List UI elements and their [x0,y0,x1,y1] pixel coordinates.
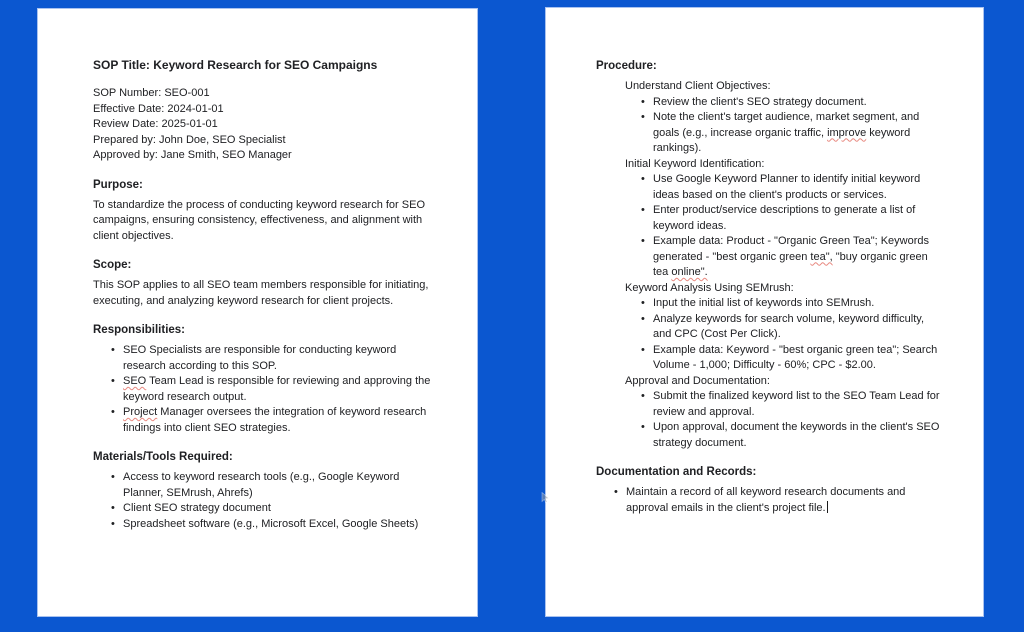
mouse-cursor-icon [541,491,551,509]
spellcheck-flagged-word: SEO [123,375,147,387]
document-meta [93,86,433,164]
meta-line: Review Date: 2025-01-01 [93,118,218,130]
text-run: "buy organic green tea [653,250,928,278]
text-run: Example data: Product - "Organic Green Tea"; Keywords generated - "best organic green [653,235,930,263]
bullet-item [110,517,433,533]
document-page-2[interactable] [545,7,984,617]
bullet-item [640,343,945,374]
spellcheck-flagged-word: online". [671,266,708,278]
body-paragraph: To standardize the process of conducting keyword research for SEO campaigns, ensuring consistency, effectiveness, and alignment with client objectives. [93,198,426,242]
text-run: Client SEO strategy document [123,502,271,514]
spellcheck-flagged-word: improve [827,126,867,139]
section-heading: Documentation and Records: [596,466,757,478]
meta-line: Approved by: Jane Smith, SEO Manager [93,149,292,161]
bullet-item [640,389,945,420]
procedure-step-label: Keyword Analysis Using SEMrush: [625,281,794,294]
meta-line: Effective Date: 2024-01-01 [93,102,224,115]
procedure-step-label: Approval and Documentation: [625,374,770,387]
bullet-item [640,110,945,157]
text-run: Enter product/service descriptions to generate a list of keyword ideas. [653,204,916,232]
section-heading: Responsibilities: [93,324,186,336]
bullet-item [613,485,945,516]
section-heading: Scope: [93,259,132,271]
page-1-content[interactable] [38,9,477,532]
bullet-list [640,296,945,374]
bullet-item [640,172,945,203]
meta-line: Prepared by: John Doe, SEO Specialist [93,133,286,146]
bullet-item [110,501,433,517]
procedure-step-label: Understand Client Objectives: [625,80,771,92]
bullet-item [640,312,945,343]
bullet-item [640,296,945,312]
text-run: Example data: Keyword - "best organic green tea"; Search Volume - 1,000; Difficulty - 60%; CPC - $2.00. [653,343,938,371]
text-run: Review the client's SEO strategy document. [653,95,867,108]
bullet-item [110,374,433,405]
spellcheck-flagged-word: tea", [810,250,833,263]
text-run: Spreadsheet software (e.g., Microsoft Excel, Google Sheets) [123,517,419,530]
bullet-item [110,343,433,374]
bullet-list [640,172,945,281]
text-run: Analyze keywords for search volume, keyword difficulty, and CPC (Cost Per Click). [653,312,925,340]
bullet-list [640,95,945,157]
section-heading: Materials/Tools Required: [93,451,233,463]
text-run: SEO Specialists are responsible for conducting keyword research according to this SOP. [123,344,397,372]
page-2-content[interactable] [546,8,983,516]
text-run: Note the client's target audience, market segment, and goals (e.g., increase organic traffic, [653,111,920,139]
bullet-item [640,203,945,234]
procedure-step-label: Initial Keyword Identification: [625,157,765,170]
text-run: Input the initial list of keywords into SEMrush. [653,297,875,309]
bullet-list [110,470,433,532]
bullet-item [110,405,433,436]
bullet-item [640,95,945,111]
bullet-list [640,389,945,451]
bullet-item [640,234,945,281]
bullet-item [110,470,433,501]
spellcheck-flagged-word: Project [123,406,158,418]
text-run: Use Google Keyword Planner to identify initial keyword ideas based on the client's products or services. [653,173,921,201]
section-heading: Procedure: [596,60,657,72]
section-heading: Purpose: [93,178,143,191]
text-run: Submit the finalized keyword list to the SEO Team Lead for review and approval. [653,390,940,418]
text-run: Maintain a record of all keyword research documents and approval emails in the client's project file. [626,486,906,514]
bullet-list [110,343,433,436]
text-run: Upon approval, document the keywords in the client's SEO strategy document. [653,421,940,449]
body-paragraph: This SOP applies to all SEO team members responsible for initiating, executing, and analyzing keyword research for client projects. [93,279,429,307]
document-page-1[interactable] [37,8,478,617]
meta-line: SOP Number: SEO-001 [93,87,210,99]
text-run: Manager oversees the integration of keyword research findings into client SEO strategies. [123,406,427,434]
text-run: Access to keyword research tools (e.g., Google Keyword Planner, SEMrush, Ahrefs) [123,471,400,499]
text-run: keyword rankings). [653,126,911,154]
document-title: SOP Title: Keyword Research for SEO Campaigns [93,58,378,72]
bullet-item [640,420,945,451]
text-caret [827,501,828,513]
bullet-list [613,485,945,516]
text-run: Team Lead is responsible for reviewing and approving the keyword research output. [123,375,431,403]
